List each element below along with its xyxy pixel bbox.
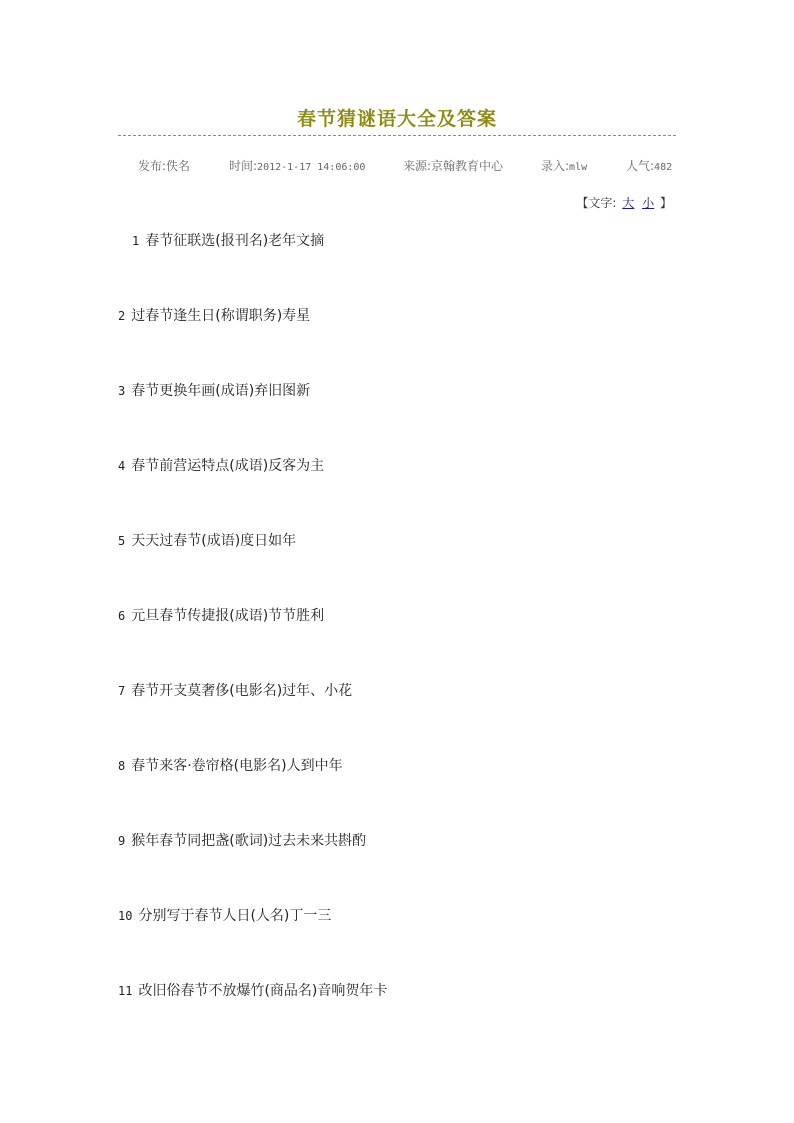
riddle-number: 2 — [118, 309, 126, 323]
meta-publisher-value: 佚名 — [166, 159, 191, 173]
riddle-item — [118, 755, 343, 775]
riddle-text: 春节来客·卷帘格(电影名)人到中年 — [131, 758, 343, 774]
meta-time — [229, 157, 365, 174]
meta-source-value: 京翰教育中心 — [431, 159, 504, 173]
riddle-text: 春节开支莫奢侈(电影名)过年、小花 — [131, 683, 353, 699]
riddle-text: 春节征联选(报刊名)老年文摘 — [145, 233, 325, 249]
riddle-number: 4 — [118, 459, 126, 473]
meta-views-value: 482 — [654, 162, 673, 173]
meta-publisher-label: 发布: — [138, 159, 167, 173]
riddle-number: 1 — [132, 234, 140, 248]
riddle-number: 5 — [118, 534, 126, 548]
riddle-item — [118, 455, 324, 475]
riddle-item — [132, 230, 324, 250]
font-size-label: 【文字: — [576, 196, 617, 210]
riddle-text: 过春节逢生日(称谓职务)寿星 — [131, 308, 311, 324]
riddle-item — [118, 530, 296, 550]
meta-views-label: 人气: — [626, 159, 655, 173]
riddle-item — [118, 830, 366, 850]
riddle-item — [118, 305, 310, 325]
riddle-number: 9 — [118, 834, 126, 848]
riddle-number: 6 — [118, 609, 126, 623]
riddle-text: 天天过春节(成语)度日如年 — [131, 533, 297, 549]
riddle-text: 春节前营运特点(成语)反客为主 — [131, 458, 325, 474]
meta-time-value: 2012-1-17 14:06:00 — [257, 162, 366, 173]
meta-source-label: 来源: — [403, 159, 432, 173]
title-divider — [118, 135, 676, 136]
riddle-item — [118, 905, 331, 925]
page-title: 春节猜谜语大全及答案 — [296, 108, 497, 130]
riddle-item — [118, 605, 324, 625]
meta-time-label: 时间: — [229, 159, 258, 173]
riddle-text: 春节更换年画(成语)弃旧图新 — [131, 383, 311, 399]
riddle-item — [118, 680, 352, 700]
font-size-control — [576, 194, 672, 211]
font-size-large-link[interactable]: 大 — [622, 196, 635, 210]
riddle-number: 7 — [118, 684, 126, 698]
riddle-text: 分别写于春节人日(人名)丁一三 — [138, 908, 332, 924]
font-size-close: 】 — [659, 196, 672, 210]
riddle-text: 改旧俗春节不放爆竹(商品名)音响贺年卡 — [138, 983, 388, 999]
riddle-item — [118, 980, 387, 1000]
meta-entry-label: 录入: — [541, 159, 570, 173]
riddle-number: 3 — [118, 384, 126, 398]
riddle-number: 11 — [118, 984, 133, 998]
riddle-number: 8 — [118, 759, 126, 773]
meta-publisher — [138, 157, 190, 174]
riddle-text: 猴年春节同把盏(歌词)过去未来共斟酌 — [131, 833, 367, 849]
meta-source — [403, 157, 503, 174]
meta-entry-value: mlw — [569, 162, 588, 173]
meta-entry — [541, 157, 587, 174]
font-size-small-link[interactable]: 小 — [642, 196, 655, 210]
riddle-text: 元旦春节传捷报(成语)节节胜利 — [131, 608, 325, 624]
meta-views — [626, 157, 672, 174]
riddle-item — [118, 380, 310, 400]
riddle-number: 10 — [118, 909, 133, 923]
